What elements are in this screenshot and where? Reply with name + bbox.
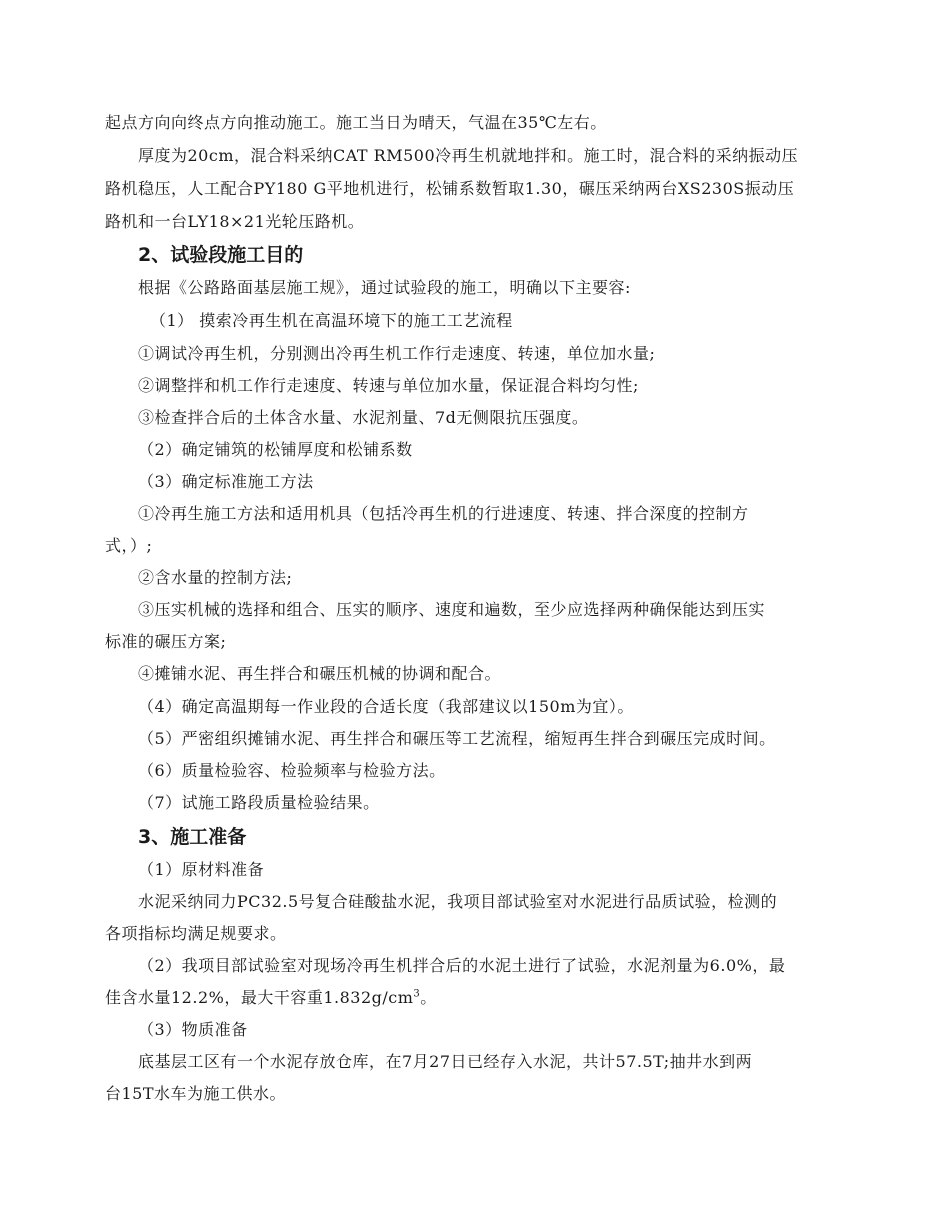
list-item: （3）物质准备 xyxy=(138,1020,248,1039)
paragraph-line: （2）我项目部试验室对现场冷再生机拌合后的水泥土进行了试验，水泥剂量为6.0%，最 xyxy=(138,956,786,975)
list-item: （2）确定铺筑的松铺厚度和松铺系数 xyxy=(138,440,413,459)
list-item: 标准的碾压方案; xyxy=(105,632,227,651)
list-item: ②调整拌和机工作行走速度、转速与单位加水量，保证混合料均匀性; xyxy=(138,376,639,395)
list-item: （3）确定标准施工方法 xyxy=(138,472,314,491)
list-item: （4）确定高温期每一作业段的合适长度（我部建议以150m为宜）。 xyxy=(138,697,634,716)
list-item: （1） 摸索冷再生机在高温环境下的施工工艺流程 xyxy=(150,311,513,330)
list-item: （5）严密组织摊铺水泥、再生拌合和碾压等工艺流程，缩短再生拌合到碾压完成时间。 xyxy=(138,729,776,748)
list-item: （6）质量检验容、检验频率与检验方法。 xyxy=(138,761,446,780)
paragraph-line: 根据《公路路面基层施工规》，通过试验段的施工，明确以下主要容: xyxy=(138,278,631,297)
list-item: ③压实机械的选择和组合、压实的顺序、速度和遍数，至少应选择两种确保能达到压实 xyxy=(138,600,766,619)
list-item: 式，）; xyxy=(105,536,153,555)
paragraph-line: 水泥采纳同力PC32.5号复合硅酸盐水泥，我项目部试验室对水泥进行品质试验，检测的 xyxy=(138,892,778,911)
list-item: ②含水量的控制方法; xyxy=(138,568,293,587)
paragraph-line xyxy=(105,988,437,1008)
paragraph-line: 厚度为20cm，混合料采纳CAT RM500冷再生机就地拌和。施工时，混合料的采纳振动压 xyxy=(138,146,799,165)
paragraph-line: 台15T水车为施工供水。 xyxy=(105,1084,287,1103)
paragraph-line: 底基层工区有一个水泥存放仓库，在7月27日已经存入水泥，共计57.5T;抽井水到两 xyxy=(138,1052,753,1071)
list-item: ④摊铺水泥、再生拌合和碾压机械的协调和配合。 xyxy=(138,664,502,683)
superscript: 3 xyxy=(413,988,421,1000)
paragraph-line: 路机稳压，人工配合PY180 G平地机进行，松铺系数暂取1.30，碾压采纳两台XS230S振动压 xyxy=(105,179,795,198)
list-item: （7）试施工路段质量检验结果。 xyxy=(138,793,380,812)
paragraph-text: 。 xyxy=(420,988,437,1007)
list-item: （1）原材料准备 xyxy=(138,860,265,879)
paragraph-line: 起点方向向终点方向推动施工。施工当日为晴天，气温在35℃左右。 xyxy=(105,113,607,132)
section-heading: 2、试验段施工目的 xyxy=(138,244,304,266)
paragraph-line: 各项指标均满足规要求。 xyxy=(105,924,287,943)
paragraph-line: 路机和一台LY18×21光轮压路机。 xyxy=(105,212,365,231)
list-item: ①调试冷再生机，分别测出冷再生机工作行走速度、转速，单位加水量; xyxy=(138,344,656,363)
section-heading: 3、施工准备 xyxy=(138,826,247,848)
paragraph-text: 佳含水量12.2%，最大干容重1.832g/cm xyxy=(105,988,414,1007)
list-item: ①冷再生施工方法和适用机具（包括冷再生机的行进速度、转速、拌合深度的控制方 xyxy=(138,504,749,523)
list-item: ③检查拌合后的土体含水量、水泥剂量、7d无侧限抗压强度。 xyxy=(138,408,589,427)
